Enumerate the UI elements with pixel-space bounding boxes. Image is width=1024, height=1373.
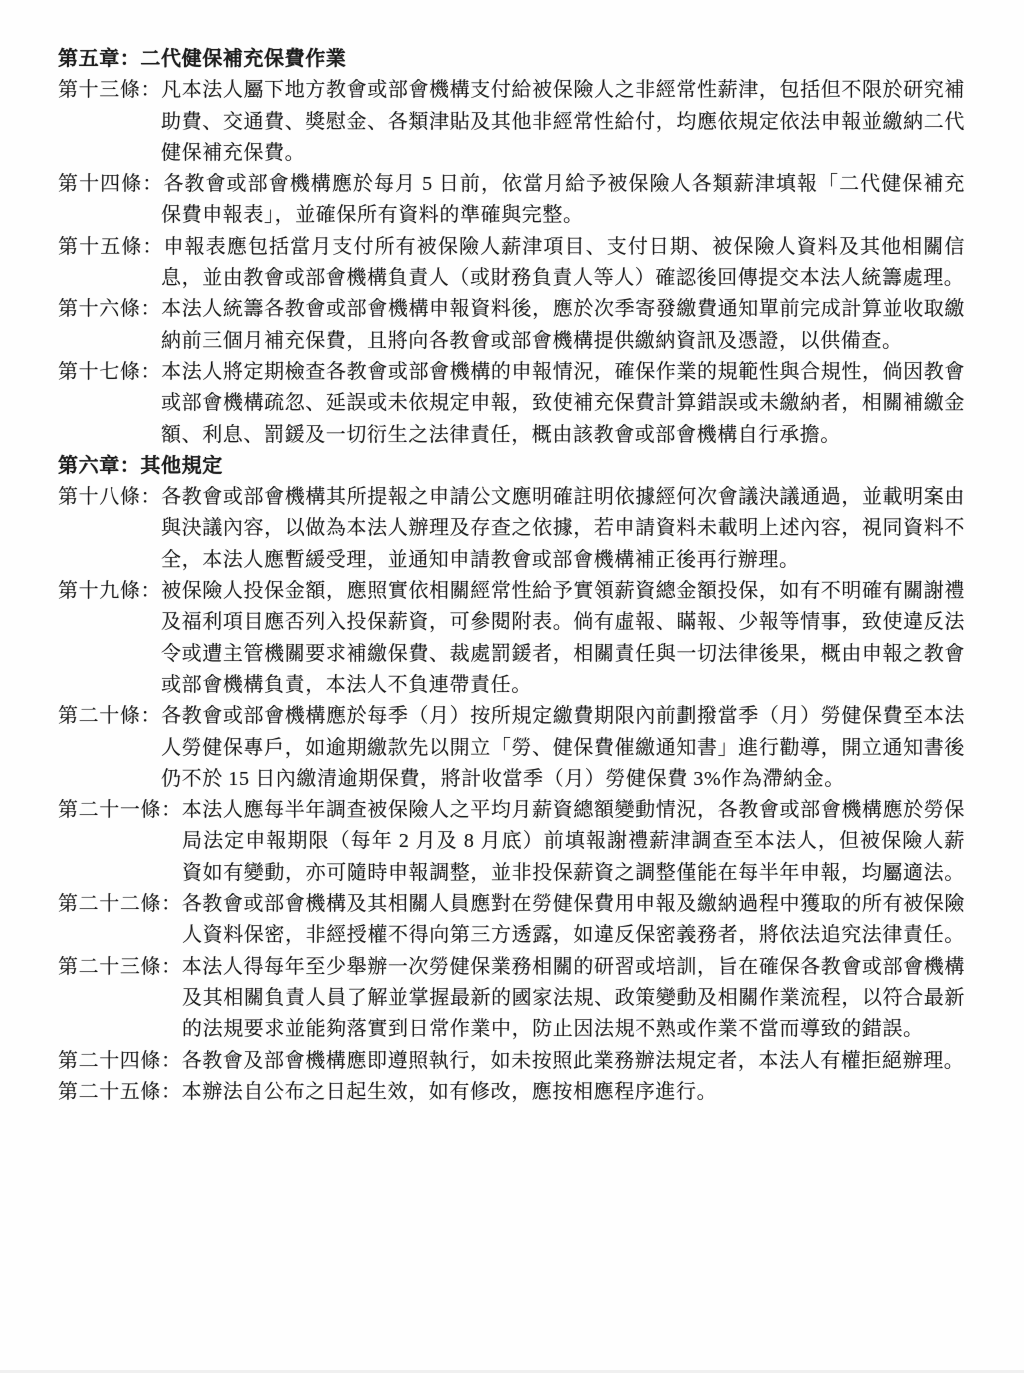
article-16: [58, 294, 965, 357]
chapter-6-heading: 第六章：其他規定: [58, 454, 223, 477]
article-24-label: 第二十四條：: [58, 1049, 182, 1072]
article-17: [58, 357, 965, 451]
article-20: [58, 701, 965, 795]
article-18: [58, 482, 965, 576]
article-18-label: 第十八條：: [58, 486, 162, 509]
article-25-label: 第二十五條：: [58, 1080, 182, 1103]
article-25: [58, 1077, 965, 1108]
article-14-label: 第十四條：: [58, 173, 164, 196]
article-24: [58, 1046, 965, 1077]
article-16-label: 第十六條：: [58, 298, 162, 321]
article-19: [58, 576, 965, 701]
article-22: [58, 889, 965, 952]
article-13-text: 凡本法人屬下地方教會或部會機構支付給被保險人之非經常性薪津，包括但不限於研究補助費、交通費、獎慰金、各類津貼及其他非經常性給付，均應依規定依法申報並繳納二代健保補充保費。: [161, 79, 966, 164]
article-17-label: 第十七條：: [58, 360, 162, 383]
article-25-text: 本辦法自公布之日起生效，如有修改，應按相應程序進行。: [181, 1080, 718, 1103]
article-20-text: 各教會或部會機構應於每季（月）按所規定繳費期限內前劃撥當季（月）勞健保費至本法人勞健保專戶，如逾期繳款先以開立「勞、健保費催繳通知書」進行勸導，開立通知書後仍不於 15 日內繳清逾期保費，將計收當季（月）勞健保費 3%作為滯納金。: [161, 705, 966, 790]
article-17-text: 本法人將定期檢查各教會或部會機構的申報情況，確保作業的規範性與合規性，倘因教會或部會機構疏忽、延誤或未依規定申報，致使補充保費計算錯誤或未繳納者，相關補繳金額、利息、罰鍰及一切衍生之法律責任，概由該教會或部會機構自行承擔。: [161, 360, 966, 446]
article-21: [58, 795, 965, 889]
article-19-text: 被保險人投保金額，應照實依相關經常性給予實領薪資總金額投保，如有不明確有關謝禮及福利項目應否列入投保薪資，可參閱附表。倘有虛報、瞞報、少報等情事，致使違反法令或遭主管機關要求補繳保費、裁處罰鍰者，相關責任與一切法律後果，概由申報之教會或部會機構負責，本法人不負連帶責任。: [161, 580, 966, 696]
article-19-label: 第十九條：: [58, 580, 162, 603]
chapter-5-heading: 第五章：二代健保補充保費作業: [58, 48, 347, 70]
article-18-text: 各教會或部會機構其所提報之申請公文應明確註明依據經何次會議決議通過，並載明案由與決議內容，以做為本法人辦理及存查之依據，若申請資料未載明上述內容，視同資料不全，本法人應暫緩受理，並通知申請教會或部會機構補正後再行辦理。: [161, 486, 966, 571]
article-22-text: 各教會或部會機構及其相關人員應對在勞健保費用申報及繳納過程中獲取的所有被保險人資料保密，非經授權不得向第三方透露，如違反保密義務者，將依法追究法律責任。: [181, 893, 965, 947]
article-13-label: 第十三條：: [58, 79, 162, 102]
article-23-label: 第二十三條：: [58, 955, 182, 978]
article-14-text: 各教會或部會機構應於每月 5 日前，依當月給予被保險人各類薪津填報「二代健保補充保費申報表」，並確保所有資料的準確與完整。: [161, 173, 966, 227]
article-15-text: 申報表應包括當月支付所有被保險人薪津項目、支付日期、被保險人資料及其他相關信息，並由教會或部會機構負責人（或財務負責人等人）確認後回傳提交本法人統籌處理。: [161, 235, 965, 290]
article-21-label: 第二十一條：: [58, 799, 182, 822]
article-21-text: 本法人應每半年調查被保險人之平均月薪資總額變動情況，各教會或部會機構應於勞保局法定申報期限（每年 2 月及 8 月底）前填報謝禮薪津調查至本法人，但被保險人薪資如有變動，亦可隨時申報調整，並非投保薪資之調整僅能在每半年申報，均屬適法。: [181, 799, 965, 884]
article-15-label: 第十五條：: [58, 235, 164, 258]
article-24-text: 各教會及部會機構應即遵照執行，如未按照此業務辦法規定者，本法人有權拒絕辦理。: [181, 1049, 965, 1072]
article-14: [58, 169, 965, 232]
article-23-text: 本法人得每年至少舉辦一次勞健保業務相關的研習或培訓，旨在確保各教會或部會機構及其相關負責人員了解並掌握最新的國家法規、政策變動及相關作業流程，以符合最新的法規要求並能夠落實到日常作業中，防止因法規不熟或作業不當而導致的錯誤。: [181, 955, 965, 1041]
article-22-label: 第二十二條：: [58, 893, 182, 916]
article-20-label: 第二十條：: [58, 705, 162, 728]
article-13: [58, 75, 965, 169]
article-23: [58, 952, 965, 1046]
article-16-text: 本法人統籌各教會或部會機構申報資料後，應於次季寄發繳費通知單前完成計算並收取繳納前三個月補充保費，且將向各教會或部會機構提供繳納資訊及憑證，以供備查。: [161, 298, 966, 352]
article-15: [58, 232, 965, 295]
